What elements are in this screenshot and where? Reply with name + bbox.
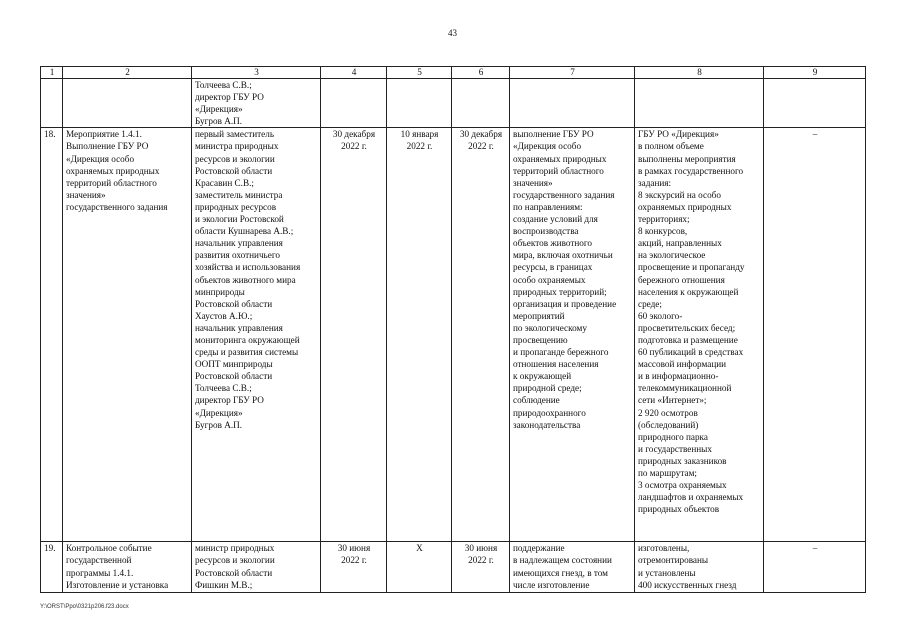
- table-row: [41, 79, 866, 128]
- column-header: 1: [41, 67, 63, 79]
- planned-result-cell: выполнение ГБУ РО «Дирекция особо охраняемых природных территорий областного значения» государственного задания по направлениям: создание условий для воспроизводства объектов животного мира, включая охотничьи ресурсы, в границах особо охраняемых природных территорий; организация и проведение мероприятий по экологическому просвещению и пропаганде бережного отношения населения к окружающей природной среде; соблюдение природоохранного законодательства: [510, 128, 635, 542]
- column-header: 8: [635, 67, 764, 79]
- table-row: [41, 542, 866, 593]
- file-path-footer: Y:\ORST\Ppo\0321p206.f23.docx: [40, 604, 129, 610]
- responsible-cell: первый заместитель министра природных ресурсов и экологии Ростовской области Красавин С.В.; заместитель министра природных ресурсов и экологии Ростовской области Кушнарева А.В.; начальник управления развития охотничьего хозяйства и использования объектов животного мира минприроды Ростовской области Хаустов А.Ю.; начальник управления мониторинга окружающей среды и развития системы ООПТ минприроды Ростовской области Толчеева С.В.; директор ГБУ РО «Дирекция» Бугров А.П.: [192, 128, 321, 542]
- column-header: 4: [321, 67, 387, 79]
- report-table: [40, 66, 866, 593]
- column-header: 2: [63, 67, 192, 79]
- fact-end-cell: 30 июня 2022 г.: [452, 542, 510, 593]
- plan-date-cell: [321, 79, 387, 128]
- responsible-cell: Толчеева С.В.; директор ГБУ РО «Дирекция» Бугров А.П.: [192, 79, 321, 128]
- column-header: 9: [764, 67, 866, 79]
- row-number-cell: 19.: [41, 542, 63, 593]
- fact-start-cell: [387, 79, 452, 128]
- column-header: 5: [387, 67, 452, 79]
- fact-start-cell: Х: [387, 542, 452, 593]
- event-cell: Контрольное событие государственной программы 1.4.1. Изготовление и установка: [63, 542, 192, 593]
- actual-result-cell: изготовлены, отремонтированы и установлены 400 искусственных гнезд: [635, 542, 764, 593]
- row-number-cell: 18.: [41, 128, 63, 542]
- fact-start-cell: 10 января 2022 г.: [387, 128, 452, 542]
- responsible-cell: министр природных ресурсов и экологии Ростовской области Фишкин М.В.;: [192, 542, 321, 593]
- column-number-row: [41, 67, 866, 79]
- fact-end-cell: 30 декабря 2022 г.: [452, 128, 510, 542]
- actual-result-cell: ГБУ РО «Дирекция» в полном объеме выполнены мероприятия в рамках государственного задания: 8 экскурсий на особо охраняемых природных территориях; 8 конкурсов, акций, направленных на экологическое просвещение и пропаганду бережного отношения населения к окружающей среде; 60 эколого- просветительских бесед; подготовка и размещение 60 публикаций в средствах массовой информации и в информационно- телекоммуникационной сети «Интернет»; 2 920 осмотров (обследований) природного парка и государственных природных заказников по маршрутам; 3 осмотра охраняемых ландшафтов и охраняемых природных объектов: [635, 128, 764, 542]
- column-header: 6: [452, 67, 510, 79]
- notes-cell: –: [764, 128, 866, 542]
- planned-result-cell: поддержание в надлежащем состоянии имеющихся гнезд, в том числе изготовление: [510, 542, 635, 593]
- plan-date-cell: 30 июня 2022 г.: [321, 542, 387, 593]
- column-header: 3: [192, 67, 321, 79]
- notes-cell: [764, 79, 866, 128]
- fact-end-cell: [452, 79, 510, 128]
- plan-date-cell: 30 декабря 2022 г.: [321, 128, 387, 542]
- column-header: 7: [510, 67, 635, 79]
- actual-result-cell: [635, 79, 764, 128]
- event-cell: Мероприятие 1.4.1. Выполнение ГБУ РО «Дирекция особо охраняемых природных территорий областного значения» государственного задания: [63, 128, 192, 542]
- page-number: 43: [448, 28, 457, 38]
- notes-cell: –: [764, 542, 866, 593]
- event-cell: [63, 79, 192, 128]
- table-row: [41, 128, 866, 542]
- row-number-cell: [41, 79, 63, 128]
- planned-result-cell: [510, 79, 635, 128]
